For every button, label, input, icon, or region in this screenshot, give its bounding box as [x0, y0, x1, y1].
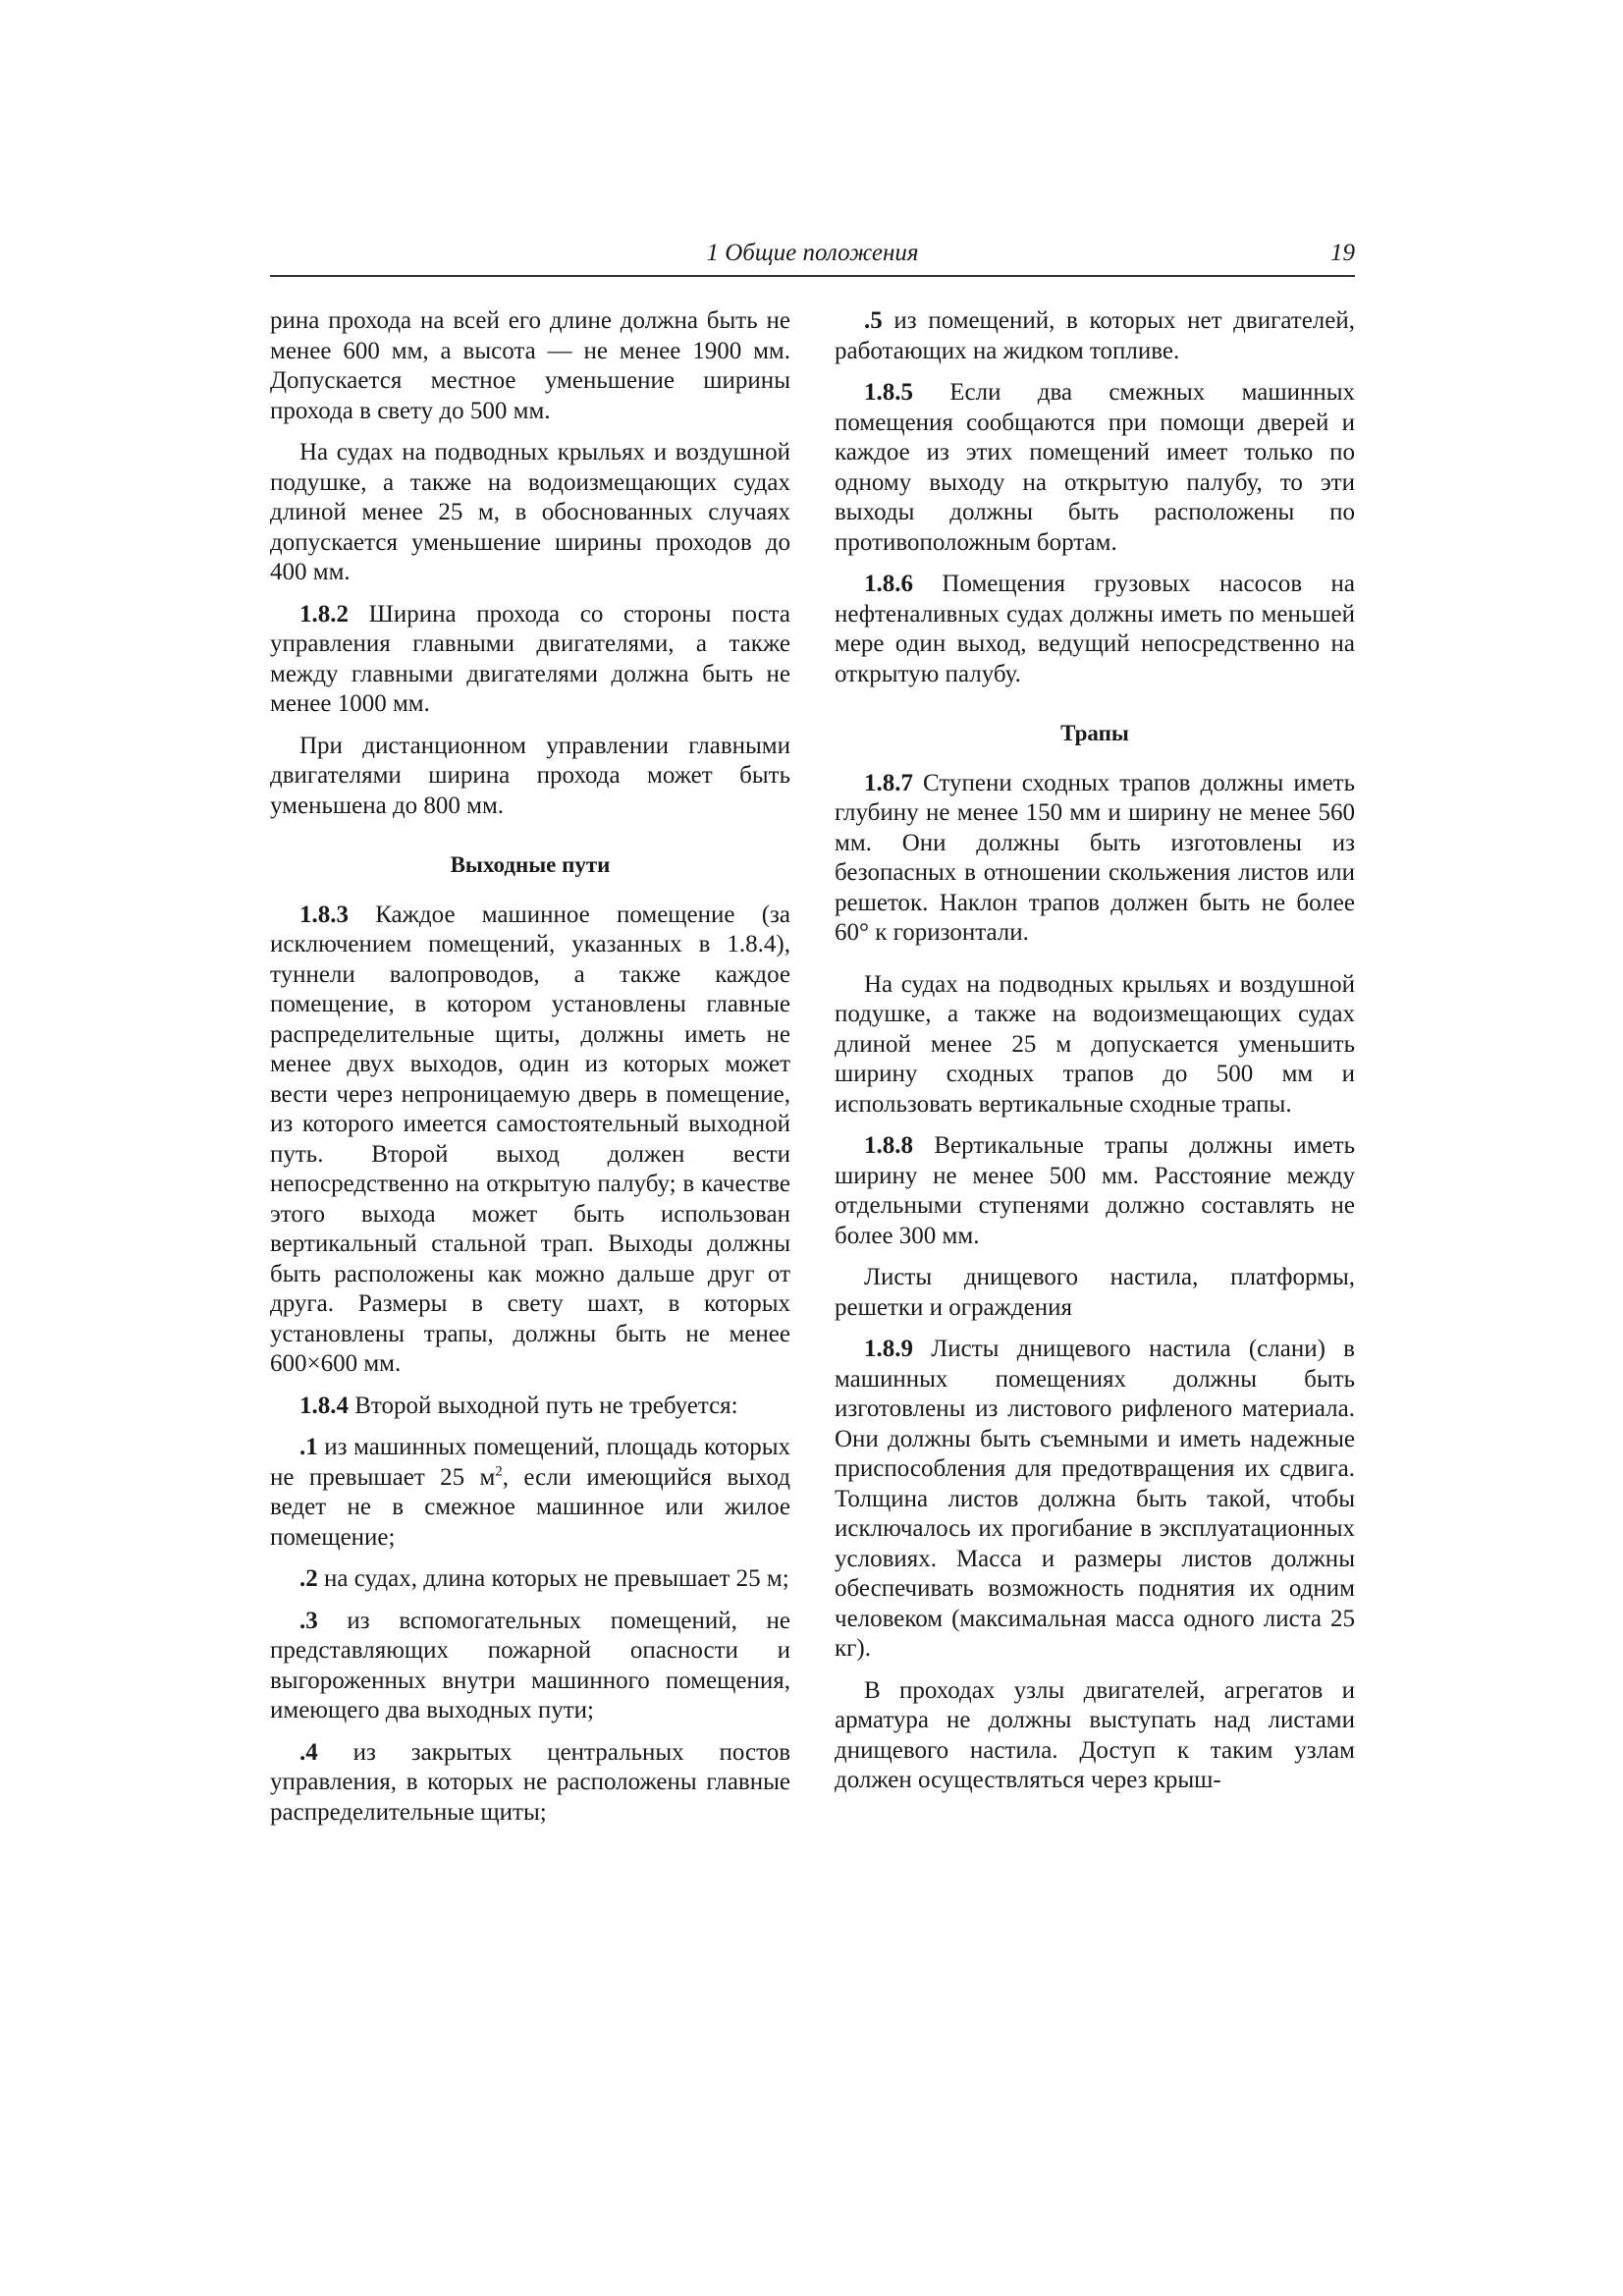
heading-exits: Выходные пути — [450, 852, 611, 877]
right-column — [835, 306, 1355, 1808]
section-number: 1.8.3 — [299, 901, 349, 928]
section-text: Листы днищевого настила (слани) в машинных помещениях должны быть изготовлены из листового рифленого материала. Они должны быть съемными и иметь надежные приспособления для предотвращения их сдвига. Толщина листов должна быть такой, чтобы исключалось их прогибание в эксплуатационных условиях. Масса и размеры листов должны обеспечивать возможность поднятия их одним человеком (максимальная масса одного листа 25 кг). — [835, 1336, 1355, 1662]
section-number: 1.8.6 — [864, 571, 913, 597]
section-1-8-2 — [270, 600, 790, 720]
section-text: Ширина прохода со стороны поста управления главными двигателями, а также между главными двигателями должна быть не менее 1000 мм. — [270, 600, 790, 717]
item-text: , если имеющийся выход ведет не в смежное машинное или жилое помещение; — [270, 1463, 790, 1551]
section-text: Помещения грузовых насосов на нефтеналивных судах должны иметь по меньшей мере один выход, ведущий непосредственно на открытую палубу. — [835, 571, 1355, 687]
section-1-8-3 — [270, 901, 790, 1380]
item-number: .5 — [864, 307, 883, 334]
item-text: из машинных помещений, площадь которых не превышает 25 м — [270, 1434, 790, 1491]
page-header — [270, 240, 1355, 277]
paragraph: В проходах узлы двигателей, агрегатов и арматура не должны выступать над листами днищевого настила. Доступ к таким узлам должен осуществляться через крыш- — [835, 1676, 1355, 1793]
paragraph: На судах на подводных крыльях и воздушной подушке, а также на водоизмещающих судах длиной менее 25 м допускается уменьшить ширину сходных трапов до 500 мм и использовать вертикальные сходные трапы. — [835, 970, 1355, 1118]
item-number: .2 — [299, 1565, 318, 1592]
section-text: Ступени сходных трапов должны иметь глубину не менее 150 мм и ширину не менее 560 мм. Они должны быть изготовлены из безопасных в отношении скольжения листов или решеток. Наклон трапов должен быть не более 60° к горизонтали. — [835, 769, 1355, 946]
list-item-2 — [270, 1564, 790, 1595]
section-1-8-7 — [835, 769, 1355, 949]
section-number: 1.8.2 — [299, 600, 349, 628]
section-number: 1.8.4 — [299, 1392, 349, 1419]
section-number: 1.8.8 — [864, 1132, 913, 1159]
section-text: Если два смежных машинных помещения сообщаются при помощи дверей и каждое из этих помещений имеет только по одному выходу на открытую палубу, то эти выходы должны быть расположены по противоположным бортам. — [835, 379, 1355, 556]
item-text: из помещений, в которых нет двигателей, работающих на жидком топливе. — [835, 307, 1355, 364]
section-number: 1.8.5 — [864, 379, 913, 406]
section-1-8-8 — [835, 1131, 1355, 1251]
section-text: Каждое машинное помещение (за исключением помещений, указанных в 1.8.4), туннели валопроводов, а также каждое помещение, в котором установлены главные распределительные щиты, должны иметь не менее двух выходов, один из которых может вести через непроницаемую дверь в помещение, из которого имеется самостоятельный выходной путь. Второй выход должен вести непосредственно на открытую палубу; в качестве этого выхода может быть использован вертикальный стальной трап. Выходы должны быть расположены как можно дальше друг от друга. Размеры в свету шахт, в которых установлены трапы, должны быть не менее 600×600 мм. — [270, 901, 790, 1377]
section-number: 1.8.9 — [864, 1336, 913, 1362]
section-1-8-6 — [835, 570, 1355, 689]
list-item-4 — [270, 1738, 790, 1829]
page-number: 19 — [1330, 240, 1355, 266]
superscript: 2 — [495, 1463, 503, 1480]
item-number: .3 — [299, 1607, 318, 1634]
section-1-8-5 — [835, 378, 1355, 558]
section-number: 1.8.7 — [864, 769, 913, 796]
item-text: из вспомогательных помещений, не представляющих пожарной опасности и выгороженных внутри машинного помещения, имеющего два выходных пути; — [270, 1607, 790, 1723]
list-item-5 — [835, 306, 1355, 366]
item-number: .4 — [299, 1738, 318, 1766]
left-column — [270, 306, 790, 1839]
subheading-floor-plates: Листы днищевого настила, платформы, решетки и ограждения — [835, 1264, 1355, 1321]
heading-ladders: Трапы — [1060, 721, 1129, 745]
section-text: Вертикальные трапы должны иметь ширину не менее 500 мм. Расстояние между отдельными ступенями должно составлять не более 300 мм. — [835, 1132, 1355, 1249]
list-item-3 — [270, 1607, 790, 1726]
list-item-1 — [270, 1433, 790, 1553]
paragraph: При дистанционном управлении главными двигателями ширина прохода может быть уменьшена до 800 мм. — [270, 732, 790, 819]
item-text: из закрытых центральных постов управления, в которых не расположены главные распределительные щиты; — [270, 1738, 790, 1826]
paragraph: На судах на подводных крыльях и воздушной подушке, а также на водоизмещающих судах длиной менее 25 м, в обоснованных случаях допускается уменьшение ширины проходов до 400 мм. — [270, 439, 790, 585]
section-1-8-4 — [270, 1392, 790, 1422]
section-1-8-9 — [835, 1335, 1355, 1665]
running-title: 1 Общие положения — [706, 240, 919, 266]
paragraph: рина прохода на всей его длине должна быть не менее 600 мм, а высота — не менее 1900 мм. Допускается местное уменьшение ширины прохода в свету до 500 мм. — [270, 307, 790, 424]
item-number: .1 — [299, 1434, 318, 1460]
item-text: на судах, длина которых не превышает 25 м; — [317, 1565, 789, 1592]
section-text: Второй выходной путь не требуется: — [349, 1392, 738, 1419]
